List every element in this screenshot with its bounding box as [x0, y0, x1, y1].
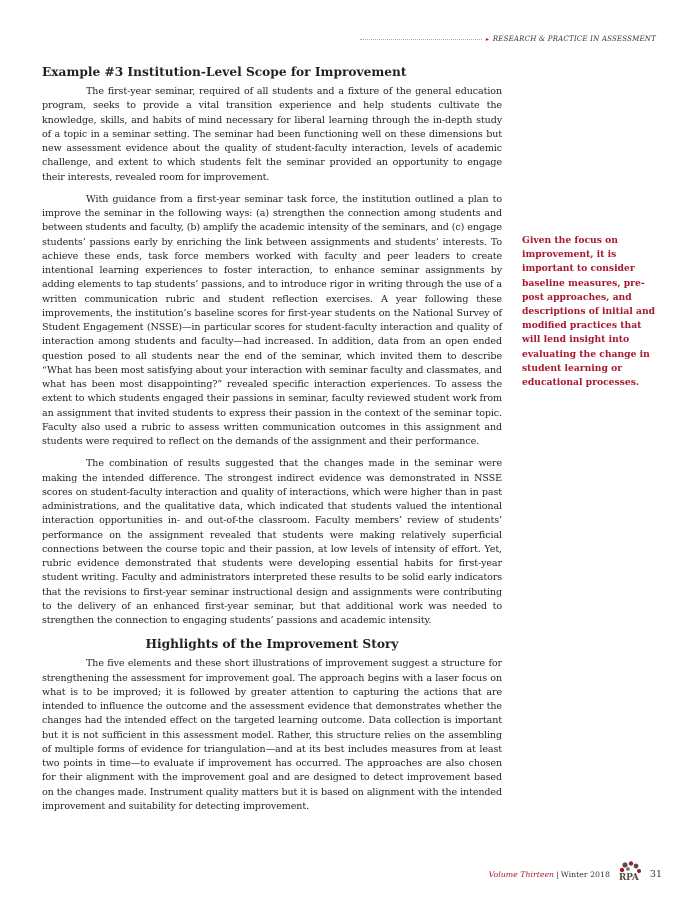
- header-triangle-icon: ▸: [485, 35, 489, 43]
- section-title-highlights: Highlights of the Improvement Story: [145, 637, 399, 652]
- running-header: [360, 33, 656, 45]
- footer-separator: |: [556, 869, 559, 879]
- section-title-example-3: Example #3 Institution-Level Scope for Improvement: [42, 65, 407, 79]
- header-dotted-rule: [360, 39, 482, 40]
- logo-text: RPA: [618, 873, 639, 883]
- paragraph: The first-year seminar, required of all students and a fixture of the general education program, seeks to provide a vital transition experience and help students cultivate the knowledge, skills, and habits of mind necessary for liberal learning through the in-depth study of a topic in a seminar setting. The seminar had been functioning well on these dimensions but new assessment evidence about the quality of student-faculty interaction, levels of academic challenge, and extent to which students felt the seminar provided an opportunity to engage their interests, revealed room for improvement.: [42, 86, 502, 183]
- running-title: RESEARCH & PRACTICE IN ASSESSMENT: [492, 35, 656, 43]
- main-column: [42, 64, 502, 822]
- paragraph: The combination of results suggested that the changes made in the seminar were making the intended difference. The strongest indirect evidence was demonstrated in NSSE scores on student-faculty interaction and quality of interactions, which were higher than in past administrations, and the qualitative data, which indicated that students valued the intentional interaction opportunities in- and out-of-the classroom. Faculty members’ review of students’ performance on the assignment revealed that students were making relatively superficial connections between the course topic and their passion, at low levels of intensity of effort. Yet, rubric evidence demonstrated that students were developing essential habits for first-year student writing. Faculty and administrators interpreted these results to be solid early indicators that the revisions to first-year seminar instructional design and assignments were contributing to the delivery of an enhanced first-year seminar, but that additional work was needed to strengthen the connection to engaging students’ passions and academic intensity.: [42, 458, 502, 626]
- page-footer: [489, 862, 662, 886]
- footer-season: Winter 2018: [560, 869, 610, 879]
- footer-volume: Volume Thirteen: [488, 869, 555, 879]
- rpa-logo-icon: [616, 860, 644, 888]
- pull-quote: Given the focus on improvement, it is important to consider baseline measures, pre-post approaches, and descriptions of initial and modified practices that will lend insight into evaluating the change in student learning or educational processes.: [522, 235, 656, 389]
- page-number: 31: [649, 868, 662, 880]
- paragraph: With guidance from a first-year seminar task force, the institution outlined a plan to improve the seminar in the following ways: (a) strengthen the connection among students and between students and faculty, (b) amplify the academic intensity of the seminars, and (c) engage students’ passions early by enriching the link between assignments and students’ interests. To achieve these ends, task force members worked with faculty and peer leaders to create intentional learning experiences to foster interaction, to enhance seminar assignments by adding elements to tap students’ passions, and to introduce rigor in writing through the use of a written communication rubric and student reflection exercises. A year following these improvements, the institution’s baseline scores for first-year students on the National Survey of Student Engagement (NSSE)—in particular scores for student-faculty interaction and quality of interaction among students and faculty—had increased. In addition, data from an open ended question posed to all students near the end of the seminar, which invited them to describe “What has been most satisfying about your interaction with seminar faculty and classmates, and what has been most disappointing?” revealed specific interaction experiences. To assess the extent to which students engaged their passions in seminar, faculty reviewed student work from an assignment that invited students to express their passion in the context of the seminar topic. Faculty also used a rubric to assess written communication outcomes in this assignment and students were required to reflect on the demands of the assignment and their performance.: [42, 193, 502, 447]
- paragraph: The five elements and these short illustrations of improvement suggest a structure for strengthening the assessment for improvement goal. The approach begins with a laser focus on what is to be improved; it is followed by greater attention to capturing the actions that are intended to influence the outcome and the assessment evidence that demonstrates whether the changes had the intended effect on the targeted learning outcome. Data collection is important but it is not sufficient in this assessment model. Rather, this structure relies on the assembling of multiple forms of evidence for triangulation—and at its best includes measures from at least two points in time—to evaluate if improvement has occurred. The approaches are also chosen for their alignment with the improvement goal and are designed to detect improvement based on the changes made. Instrument quality matters but it is based on alignment with the intended improvement and suitability for detecting improvement.: [42, 658, 502, 812]
